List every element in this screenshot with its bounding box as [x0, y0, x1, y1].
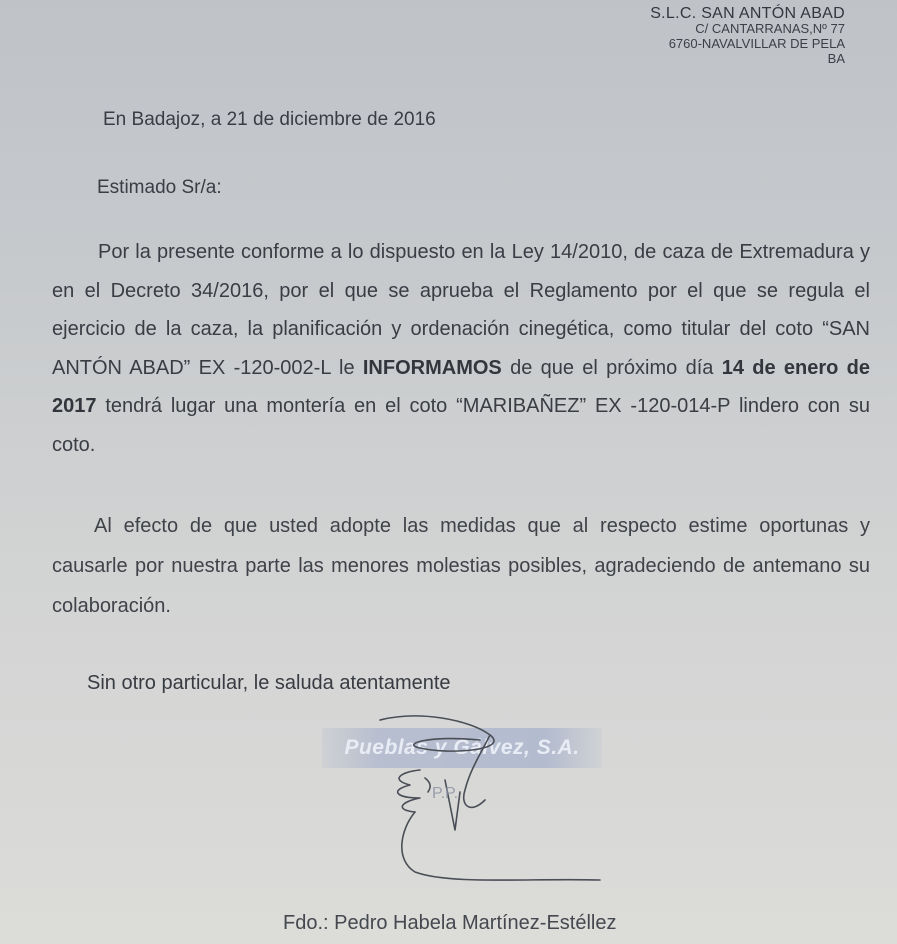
closing-line: Sin otro particular, le saluda atentamente: [87, 672, 451, 694]
notice-text-a: Por la presente conforme a lo dispuesto en la Ley 14/2010, de caza de Extremadura y en el Decreto 34/2016, por el que se aprueba el Reglamento por el que se regula el ejercicio de la caza, la planificación y ordenación cinegética, como titular del coto “SAN ANTÓN ABAD” EX -120-002-L le: [52, 241, 870, 379]
signature-scribble: [360, 710, 620, 900]
company-stamp: Pueblas y Gálvez, S.A.: [322, 728, 602, 768]
date-line: En Badajoz, a 21 de diciembre de 2016: [103, 109, 436, 130]
notice-text-c: tendrá lugar una montería en el coto “MARIBAÑEZ” EX -120-014-P lindero con su coto.: [52, 395, 870, 456]
sender-address: [650, 6, 845, 66]
sender-province: BA: [827, 51, 845, 66]
greeting: Estimado Sr/a:: [97, 177, 222, 198]
sender-name: S.L.C. SAN ANTÓN ABAD: [650, 5, 845, 22]
svg-text:P.P.: P.P.: [432, 785, 459, 802]
sender-city: 6760-NAVALVILLAR DE PELA: [668, 36, 845, 51]
signature-name: Fdo.: Pedro Habela Martínez-Estéllez: [283, 912, 617, 934]
notice-bold-informamos: INFORMAMOS: [362, 356, 502, 379]
notice-bold-date: 14 de enero de 2017: [52, 356, 870, 417]
paragraph-request: Al efecto de que usted adopte las medidas que al respecto estime oportunas y causarle por nuestra parte las menores molestias posibles, agradeciendo de antemano su colaboración.: [52, 515, 870, 617]
paragraph-notice: [52, 233, 870, 464]
notice-text-b: de que el próximo día: [501, 356, 722, 379]
sender-street: C/ CANTARRANAS,Nº 77: [695, 21, 845, 36]
